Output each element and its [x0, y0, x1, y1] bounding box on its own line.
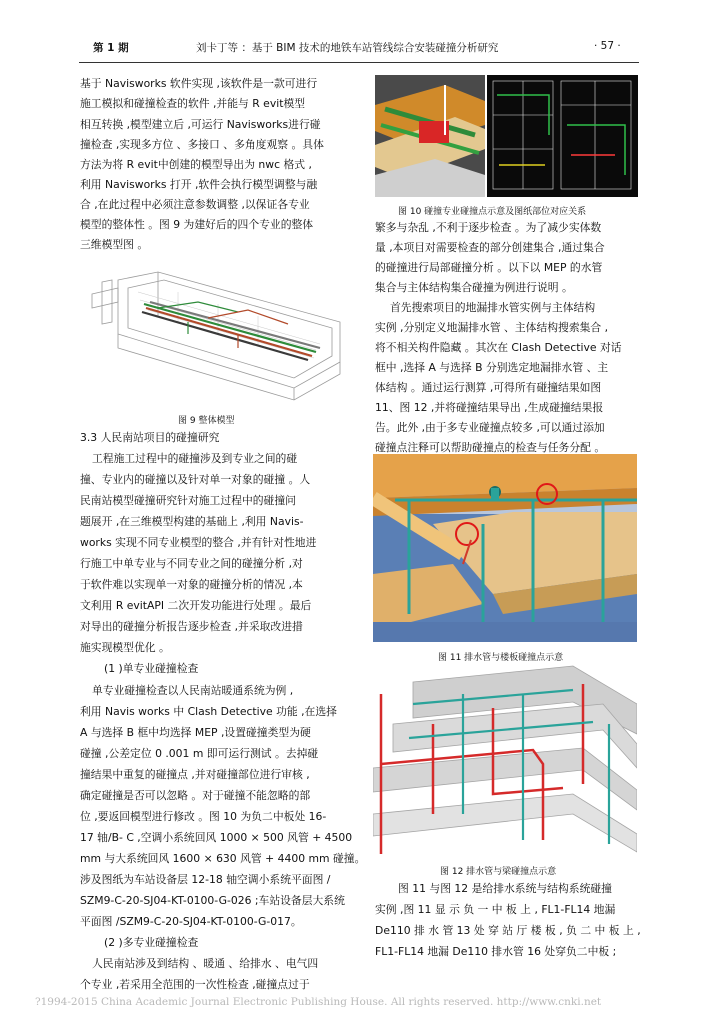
figure-10-caption: 图 10 碰撞专业碰撞点示意及图纸部位对应关系 — [398, 207, 587, 217]
text-line: 三维模型图 。 — [80, 238, 149, 251]
text-line: 撞结果中重复的碰撞点 ,并对碰撞部位进行审核 , — [80, 768, 310, 781]
text-line: 撞、专业内的碰撞以及针对单一对象的碰撞 。人 — [80, 473, 311, 486]
text-line: 位 ,要返回模型进行修改 。图 10 为负二中板处 16- — [80, 810, 327, 823]
figure-12-caption: 图 12 排水管与梁碰撞点示意 — [440, 867, 557, 877]
text-line: 体结构 。通过运行测算 ,可得所有碰撞结果如图 — [375, 381, 602, 394]
text-line: 的碰撞进行局部碰撞分析 。以下以 MEP 的水管 — [375, 261, 603, 274]
text-line: 图 11 与图 12 是给排水系统与结构系统碰撞 — [398, 882, 612, 895]
text-line: 平面图 /SZM9-C-20-SJ04-KT-0100-G-017。 — [80, 915, 302, 928]
text-line: 工程施工过程中的碰撞涉及到专业之间的碰 — [92, 452, 298, 465]
text-line: 施实现模型优化 。 — [80, 641, 170, 654]
text-line: 17 轴/B- C ,空调小系统回风 1000 × 500 风管 + 4500 — [80, 831, 353, 844]
subsection-heading: (1 )单专业碰撞检查 — [104, 662, 199, 675]
text-line: 确定碰撞是否可以忽略 。对于碰撞不能忽略的部 — [80, 789, 311, 802]
figure-12-pipe-beam-clash — [373, 664, 637, 860]
text-line: 于软件难以实现单一对象的碰撞分析的情况 ,本 — [80, 578, 303, 591]
text-line: 涉及图纸为车站设备层 12-18 轴空调小系统平面图 / — [80, 873, 331, 886]
text-line: De110 排 水 管 13 处 穿 站 厅 楼 板 , 负 二 中 板 上 , — [375, 924, 641, 937]
section-heading: 3.3 人民南站项目的碰撞研究 — [80, 431, 220, 444]
text-line: 碰撞点注释可以帮助碰撞点的检查与任务分配 。 — [375, 441, 606, 454]
text-line: 首先搜索项目的地漏排水管实例与主体结构 — [390, 301, 596, 314]
text-line: FL1-FL14 地漏 De110 排水管 16 处穿负二中板 ; — [375, 945, 617, 958]
text-line: 行施工中单专业与不同专业之间的碰撞分析 ,对 — [80, 557, 303, 570]
text-line: 对导出的碰撞分析报告逐步检查 ,并采取改进措 — [80, 620, 303, 633]
text-line: 告。此外 ,由于多专业碰撞点较多 ,可以通过添加 — [375, 421, 605, 434]
pipe-slab-illustration — [373, 454, 637, 642]
text-line: 将不相关构件隐藏 。其次在 Clash Detective 对话 — [375, 341, 622, 354]
issue-number: 第 1 期 — [93, 42, 129, 54]
text-line: 框中 ,选择 A 与选择 B 分别选定地漏排水管 、主 — [375, 361, 609, 374]
page-number: · 57 · — [594, 40, 621, 52]
text-line: 文利用 R evitAPI 二次开发功能进行处理 。最后 — [80, 599, 312, 612]
text-line: 题展开 ,在三维模型构建的基础上 ,利用 Navis- — [80, 515, 304, 528]
text-line: 实例 ,分别定义地漏排水管 、主体结构搜索集合 , — [375, 321, 609, 334]
text-line: 合 ,在此过程中必须注意参数调整 ,以保证各专业 — [80, 198, 310, 211]
text-line: A 与选择 B 框中均选择 MEP ,设置碰撞类型为硬 — [80, 726, 311, 739]
clash-view-illustration — [375, 75, 638, 197]
figure-9-model — [88, 262, 350, 402]
text-line: 单专业碰撞检查以人民南站暖通系统为例 , — [92, 684, 294, 697]
text-line: 繁多与杂乱 ,不利于逐步检查 。为了减少实体数 — [375, 221, 602, 234]
text-line: 碰撞 ,公差定位 0 .001 m 即可运行测试 。去掉碰 — [80, 747, 319, 760]
copyright-footer: ?1994-2015 China Academic Journal Electronic Publishing House. All rights reserved. http://www.cnki.net — [35, 996, 602, 1008]
header-rule — [79, 62, 639, 63]
text-line: 民南站模型碰撞研究针对施工过程中的碰撞问 — [80, 494, 296, 507]
text-line: 实例 ,图 11 显 示 负 一 中 板 上 , FL1-FL14 地漏 — [375, 903, 616, 916]
text-line: 基于 Navisworks 软件实现 ,该软件是一款可进行 — [80, 77, 318, 90]
text-line: 个专业 ,若采用全范围的一次性检查 ,碰撞点过于 — [80, 978, 310, 991]
pipe-beam-illustration — [373, 664, 637, 860]
text-line: 方法为将 R evit中创建的模型导出为 nwc 格式 , — [80, 158, 312, 171]
text-line: 11、图 12 ,并将碰撞结果导出 ,生成碰撞结果报 — [375, 401, 604, 414]
text-line: 集合与主体结构集合碰撞为例进行说明 。 — [375, 281, 573, 294]
figure-11-pipe-slab-clash — [373, 454, 637, 642]
text-line: 施工模拟和碰撞检查的软件 ,并能与 R evit模型 — [80, 97, 306, 110]
text-line: 量 ,本项目对需要检查的部分创建集合 ,通过集合 — [375, 241, 605, 254]
text-line: mm 与大系统回风 1600 × 630 风管 + 4400 mm 碰撞。 — [80, 852, 366, 865]
text-line: 利用 Navis works 中 Clash Detective 功能 ,在选择 — [80, 705, 337, 718]
text-line: 利用 Navisworks 打开 ,软件会执行模型调整与融 — [80, 178, 318, 191]
overall-model-illustration — [88, 262, 350, 402]
text-line: 人民南站涉及到结构 、暖通 、给排水 、电气四 — [92, 957, 319, 970]
figure-9-caption: 图 9 整体模型 — [178, 416, 235, 426]
subsection-heading: (2 )多专业碰撞检查 — [104, 936, 199, 949]
text-line: 撞检查 ,实现多方位 、多接口 、多角度观察 。具体 — [80, 138, 324, 151]
figure-11-caption: 图 11 排水管与楼板碰撞点示意 — [438, 653, 564, 663]
text-line: 相互转换 ,模型建立后 ,可运行 Navisworks进行碰 — [80, 118, 321, 131]
running-title: 刘卡丁等 ：基于 BIM 技术的地铁车站管线综合安装碰撞分析研究 — [196, 42, 499, 54]
text-line: works 实现不同专业模型的整合 ,并有针对性地进 — [80, 536, 317, 549]
text-line: SZM9-C-20-SJ04-KT-0100-G-026 ;车站设备层大系统 — [80, 894, 345, 907]
figure-10-clash-views — [375, 75, 638, 197]
text-line: 模型的整体性 。图 9 为建好后的四个专业的整体 — [80, 218, 314, 231]
